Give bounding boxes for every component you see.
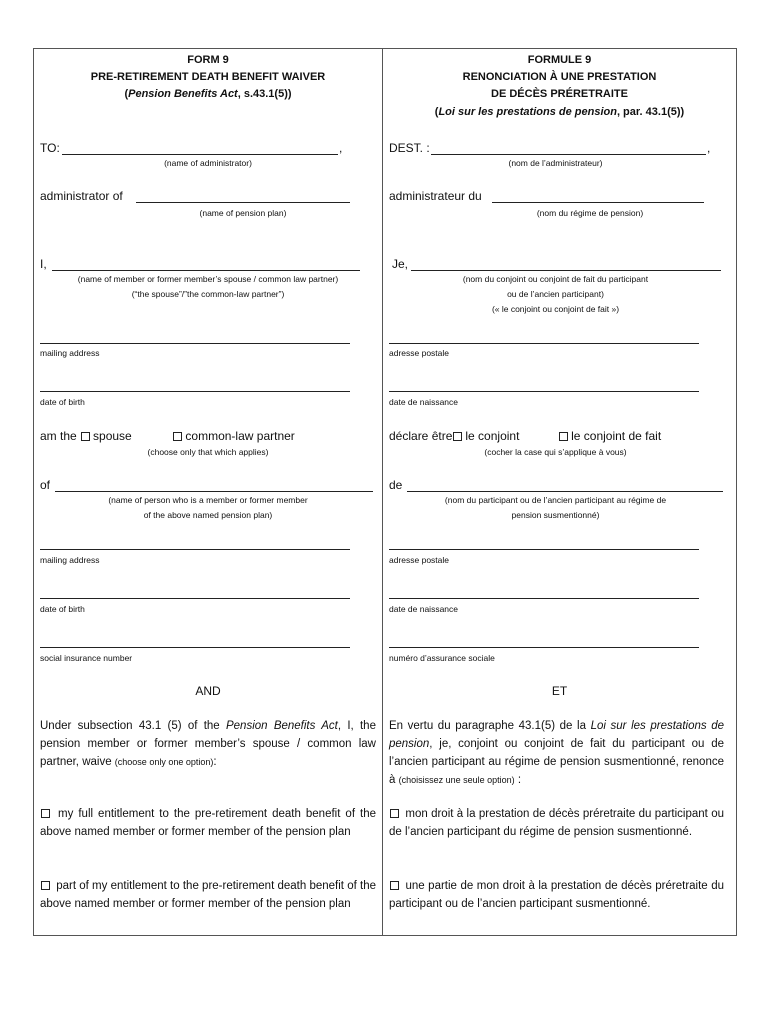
member-hint-fr-1: (nom du participant ou de l’ancien participant au régime de: [444, 495, 667, 505]
waiver-colon-en: :: [213, 756, 217, 768]
participant-adresse-field[interactable]: [389, 549, 699, 550]
option-full-fr: [389, 805, 724, 841]
act-reference-en: (Pension Benefits Act, s.43.1(5)): [124, 88, 292, 100]
spouse-hint-fr-1: (nom du conjoint ou conjoint de fait du participant: [462, 274, 649, 284]
waiver-text-fr-2: , je, conjoint ou conjoint de fait du participant ou de l’ancien participant au régime de pension susmentionné, renonce à: [389, 738, 724, 786]
spouse-option-label: spouse: [93, 429, 132, 443]
conjoint-naissance-field[interactable]: [389, 391, 699, 392]
conjoint-checkbox[interactable]: [453, 432, 462, 441]
waiver-statement-fr: [389, 717, 724, 789]
waiver-colon-fr: :: [514, 774, 522, 786]
am-the-label: am the: [40, 429, 77, 443]
form-title-fr-1: RENONCIATION À UNE PRESTATION: [462, 71, 657, 83]
to-comma: ,: [339, 141, 343, 155]
act-section-fr: , par. 43.1(5)): [616, 106, 685, 118]
spouse-hint-en-1: (name of member or former member’s spouse / common law partner): [77, 274, 339, 284]
member-hint-en-1: (name of person who is a member or former member: [108, 495, 308, 505]
partie-droit-checkbox[interactable]: [390, 881, 399, 890]
date-naissance-label-1: date de naissance: [389, 397, 458, 407]
administrateur-nom-field[interactable]: [431, 154, 706, 155]
common-law-checkbox[interactable]: [173, 432, 182, 441]
member-hint-fr-2: pension susmentionné): [511, 510, 600, 520]
declare-label: déclare être: [389, 429, 453, 443]
waiver-text-fr-1: En vertu du paragraphe 43.1(5) de la: [389, 720, 591, 732]
choose-hint-en: (choose only that which applies): [147, 447, 269, 457]
participant-naissance-field[interactable]: [389, 598, 699, 599]
administrator-name-field[interactable]: [62, 154, 338, 155]
nas-field[interactable]: [389, 647, 699, 648]
member-name-field[interactable]: [55, 491, 373, 492]
waiver-statement-en: [40, 717, 376, 771]
member-mailing-address-field[interactable]: [40, 549, 350, 550]
dest-comma: ,: [707, 141, 711, 155]
act-reference-fr: (Loi sur les prestations de pension, par. 43.1(5)): [434, 106, 685, 118]
de-label: de: [389, 478, 403, 492]
date-of-birth-label-1: date of birth: [40, 397, 85, 407]
waiver-act-fr: Loi sur les prestations de pension: [389, 720, 724, 750]
spouse-checkbox[interactable]: [81, 432, 90, 441]
regime-nom-field[interactable]: [492, 202, 704, 203]
full-entitlement-checkbox[interactable]: [41, 809, 50, 818]
common-law-option-label: common-law partner: [185, 429, 295, 443]
option-full-en-text: my full entitlement to the pre-retirement death benefit of the above named member or former member of the pension plan: [40, 808, 377, 838]
conjoint-nom-field[interactable]: [411, 270, 721, 271]
option-full-en: [40, 805, 376, 841]
plan-hint-fr: (nom du régime de pension): [536, 208, 644, 218]
option-part-fr-text: une partie de mon droit à la prestation de décès préretraite du participant ou de l’ancien participant susmentionné.: [389, 880, 724, 910]
nas-label: numéro d’assurance sociale: [389, 653, 495, 663]
droit-complet-checkbox[interactable]: [390, 809, 399, 818]
mailing-address-label-2: mailing address: [40, 555, 100, 565]
form-number-en: FORM 9: [187, 54, 229, 66]
waiver-choose-en: (choose only one option): [114, 757, 214, 767]
administrator-hint-en: (name of administrator): [164, 158, 252, 168]
form-title-fr-2: DE DÉCÈS PRÉRETRAITE: [491, 88, 628, 100]
i-label: I,: [40, 257, 47, 271]
conjoint-adresse-field[interactable]: [389, 343, 699, 344]
administrator-of-label: administrator of: [40, 189, 123, 203]
date-naissance-label-2: date de naissance: [389, 604, 458, 614]
waiver-act-en: Pension Benefits Act: [225, 720, 338, 732]
mailing-address-label-1: mailing address: [40, 348, 100, 358]
adresse-postale-label-1: adresse postale: [389, 348, 450, 358]
form-title-en: PRE-RETIREMENT DEATH BENEFIT WAIVER: [90, 71, 326, 83]
spouse-mailing-address-field[interactable]: [40, 343, 350, 344]
to-label: TO:: [40, 141, 60, 155]
declare-row: [389, 429, 661, 443]
spouse-hint-fr-3: (« le conjoint ou conjoint de fait »): [491, 304, 620, 314]
act-name-fr: Loi sur les prestations de pension: [438, 106, 617, 118]
spouse-hint-en-2: (“the spouse”/”the common-law partner”): [131, 289, 285, 299]
and-label: AND: [195, 684, 221, 698]
of-label: of: [40, 478, 51, 492]
administrator-hint-fr: (nom de l’administrateur): [508, 158, 603, 168]
date-of-birth-label-2: date of birth: [40, 604, 85, 614]
option-part-en-text: part of my entitlement to the pre-retirement death benefit of the above named member or former member of the pension plan: [40, 880, 376, 910]
member-hint-en-2: of the above named pension plan): [143, 510, 273, 520]
option-part-fr: [389, 877, 724, 913]
option-part-en: [40, 877, 376, 913]
column-divider: [382, 48, 383, 936]
participant-nom-field[interactable]: [407, 491, 723, 492]
plan-hint-en: (name of pension plan): [199, 208, 287, 218]
pension-plan-name-field[interactable]: [136, 202, 350, 203]
spouse-date-of-birth-field[interactable]: [40, 391, 350, 392]
option-full-fr-text: mon droit à la prestation de décès préretraite du participant ou de l’ancien participant du régime de pension susmentionné.: [389, 808, 724, 838]
dest-label: DEST. :: [389, 141, 430, 155]
form-number-fr: FORMULE 9: [527, 54, 592, 66]
administrateur-du-label: administrateur du: [389, 189, 482, 203]
waiver-choose-fr: (choisissez une seule option): [398, 775, 515, 785]
adresse-postale-label-2: adresse postale: [389, 555, 450, 565]
waiver-text-en-1: Under subsection 43.1 (5) of the: [40, 720, 226, 732]
conjoint-fait-option-label: le conjoint de fait: [571, 429, 662, 443]
sin-label: social insurance number: [40, 653, 133, 663]
part-entitlement-checkbox[interactable]: [41, 881, 50, 890]
am-the-row: [40, 429, 295, 443]
sin-field[interactable]: [40, 647, 350, 648]
act-name-en: Pension Benefits Act: [128, 88, 238, 100]
et-label: ET: [551, 684, 568, 698]
cocher-hint-fr: (cocher la case qui s’applique à vous): [484, 447, 627, 457]
je-label: Je,: [392, 257, 409, 271]
act-section-en: , s.43.1(5)): [237, 88, 292, 100]
conjoint-option-label: le conjoint: [465, 429, 520, 443]
form-frame: [33, 48, 737, 936]
spouse-name-field[interactable]: [52, 270, 360, 271]
spouse-hint-fr-2: ou de l’ancien participant): [507, 289, 604, 299]
member-date-of-birth-field[interactable]: [40, 598, 350, 599]
conjoint-fait-checkbox[interactable]: [559, 432, 568, 441]
waiver-text-en-2: , I, the pension member or former member’s spouse / common law partner, waive: [40, 720, 376, 768]
